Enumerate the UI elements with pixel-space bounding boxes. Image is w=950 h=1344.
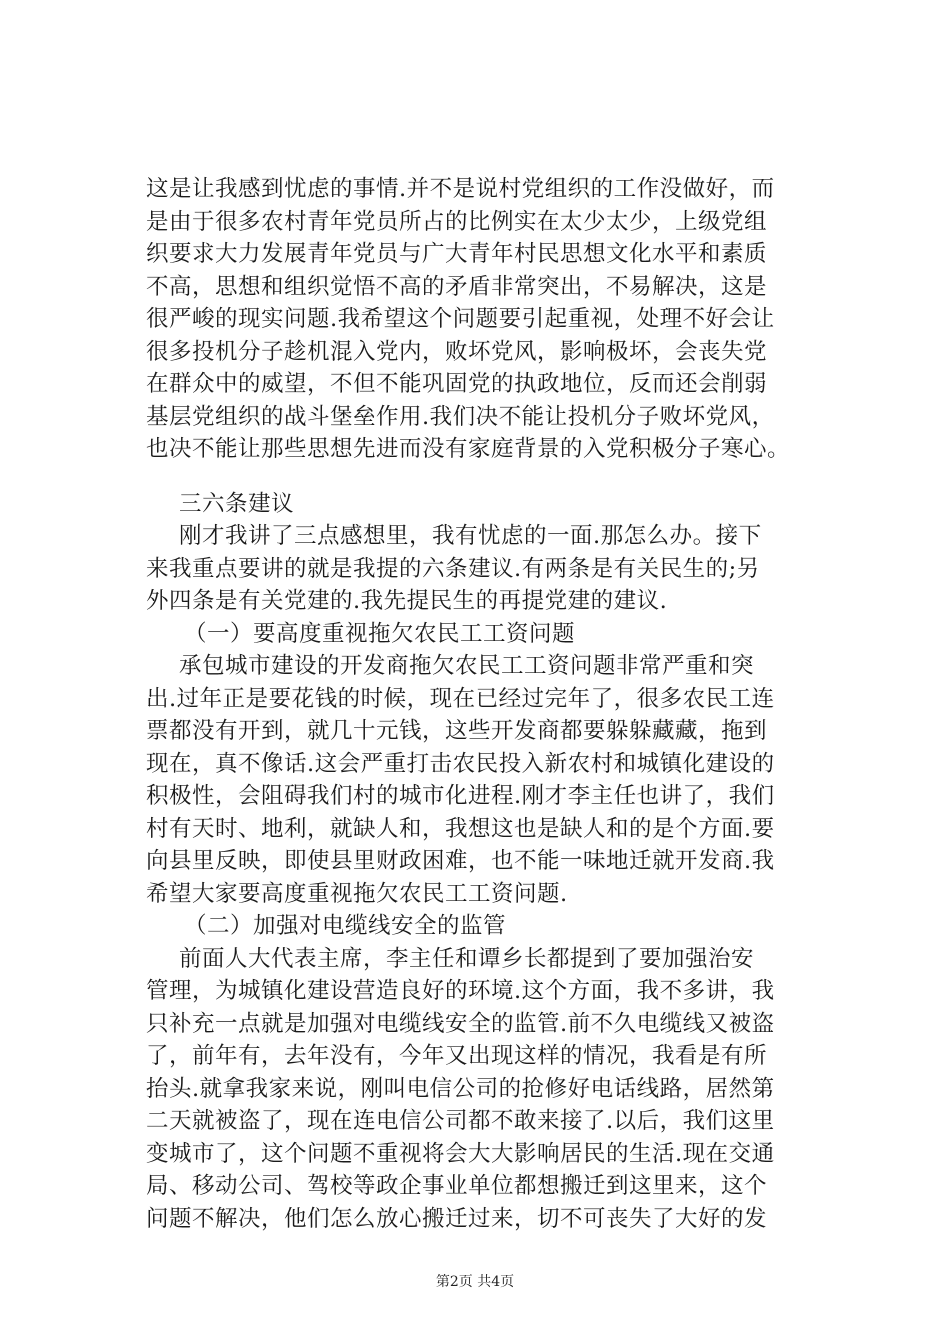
text-line: 承包城市建设的开发商拖欠农民工工资问题非常严重和突 (179, 653, 755, 679)
text-line: 局、移动公司、驾校等政企事业单位都想搬迁到这里来，这个 (146, 1173, 768, 1199)
text-line: 只补充一点就是加强对电缆线安全的监管.前不久电缆线又被盗 (146, 1010, 775, 1037)
text-line: 了，前年有，去年没有，今年又出现这样的情况，我看是有所 (146, 1043, 768, 1069)
text-line: 村有天时、地利，就缺人和，我想这也是缺人和的是个方面.要 (146, 815, 775, 842)
text-line: 现在，真不像话.这会严重打击农民投入新农村和城镇化建设的 (146, 750, 775, 777)
paragraph-gap (146, 466, 846, 488)
text-line: 票都没有开到，就几十元钱，这些开发商都要躲躲藏藏，拖到 (146, 718, 768, 744)
text-line: 很多投机分子趁机混入党内，败坏党风，影响极坏，会丧失党 (146, 338, 768, 365)
text-line: 出.过年正是要花钱的时候，现在已经过完年了，很多农民工连 (146, 685, 775, 712)
page-footer: 第2页 共4页 (435, 1274, 515, 1290)
paragraph-wages (146, 650, 846, 910)
text-line: 变城市了，这个问题不重视将会大大影响居民的生活.现在交通 (146, 1140, 775, 1167)
text-line: 来我重点要讲的就是我提的六条建议.有两条是有关民生的;另 (146, 555, 760, 582)
text-line: 刚才我讲了三点感想里，我有忧虑的一面.那怎么办。接下 (179, 523, 762, 549)
text-line: 基层党组织的战斗堡垒作用.我们决不能让投机分子败坏党风， (146, 403, 775, 430)
text-line: 抬头.就拿我家来说，刚叫电信公司的抢修好电话线路，居然第 (146, 1075, 775, 1102)
subsection-heading-2: （二）加强对电缆线安全的监管 (184, 913, 507, 939)
text-line: 织要求大力发展青年党员与广大青年村民思想文化水平和素质 (146, 241, 768, 267)
text-line: 这是让我感到忧虑的事情.并不是说村党组织的工作没做好，而 (146, 176, 775, 202)
document-body (146, 173, 846, 1235)
paragraph-cables (146, 943, 846, 1236)
text-line: 不高，思想和组织觉悟不高的矛盾非常突出，不易解决，这是 (146, 273, 768, 300)
text-line: 也决不能让那些思想先进而没有家庭背景的入党积极分子寒心。 (146, 436, 791, 462)
paragraph-concern (146, 173, 846, 466)
text-line: 管理，为城镇化建设营造良好的环境.这个方面，我不多讲，我 (146, 978, 775, 1004)
text-line: 是由于很多农村青年党员所占的比例实在太少太少，上级党组 (146, 208, 768, 235)
text-line: 向县里反映，即使县里财政困难，也不能一味地迁就开发商.我 (146, 848, 775, 874)
text-line: 外四条是有关党建的.我先提民生的再提党建的建议. (146, 588, 668, 614)
text-line: 在群众中的威望，不但不能巩固党的执政地位，反而还会削弱 (146, 371, 768, 397)
section-heading: 三六条建议 (179, 490, 295, 517)
text-line: 积极性，会阻碍我们村的城市化进程.刚才李主任也讲了，我们 (146, 783, 775, 809)
text-line: 希望大家要高度重视拖欠农民工工资问题. (146, 880, 568, 907)
paragraph-intro (146, 520, 846, 618)
text-line: 二天就被盗了，现在连电信公司都不敢来接了.以后，我们这里 (146, 1108, 775, 1134)
text-line: 问题不解决，他们怎么放心搬迁过来，切不可丧失了大好的发 (146, 1205, 768, 1232)
subsection-heading-1: （一）要高度重视拖欠农民工工资问题 (184, 620, 576, 647)
text-line: 很严峻的现实问题.我希望这个问题要引起重视，处理不好会让 (146, 306, 775, 332)
text-line: 前面人大代表主席，李主任和谭乡长都提到了要加强治安 (179, 945, 755, 972)
